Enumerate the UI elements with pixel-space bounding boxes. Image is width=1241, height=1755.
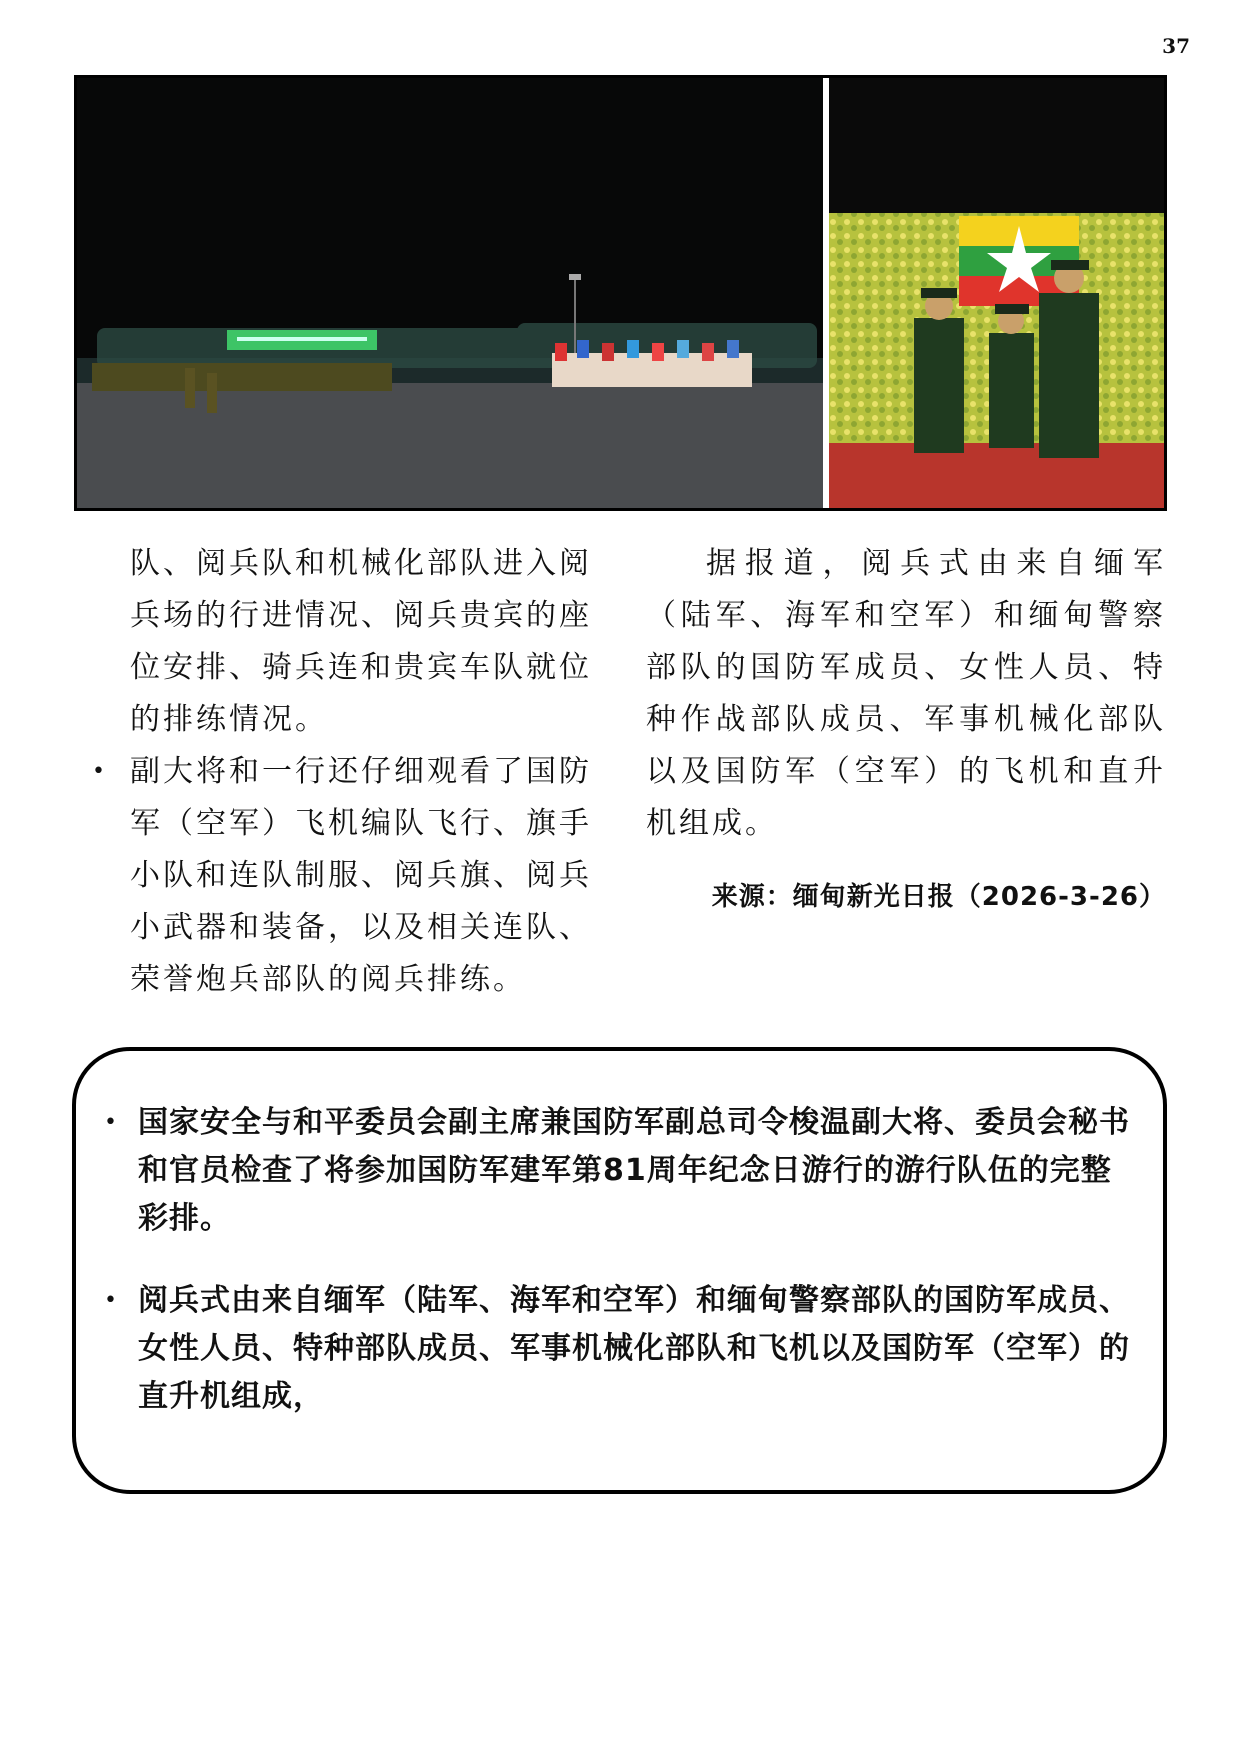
left-bullet-text: 副大将和一行还仔细观看了国防军（空军）飞机编队飞行、旗手小队和连队制服、阅兵旗、阅兵小武器和装备，以及相关连队、荣誉炮兵部队的阅兵排练。 bbox=[130, 754, 592, 997]
page-number: 37 bbox=[1162, 34, 1190, 58]
summary-item bbox=[104, 1277, 1138, 1421]
summary-item-text: 国家安全与和平委员会副主席兼国防军副总司令梭温副大将、委员会秘书和官员检查了将参加国防军建军第81周年纪念日游行的游行队伍的完整彩排。 bbox=[138, 1105, 1130, 1236]
summary-item bbox=[104, 1099, 1138, 1243]
right-text-column bbox=[646, 538, 1166, 850]
left-text-column bbox=[92, 538, 610, 1006]
source-citation: 来源：缅甸新光日报（2026-3-26） bbox=[711, 882, 1166, 912]
right-paragraph: 据报道，阅兵式由来自缅军（陆军、海军和空军）和缅甸警察部队的国防军成员、女性人员、特种作战部队成员、军事机械化部队以及国防军（空军）的飞机和直升机组成。 bbox=[646, 546, 1166, 841]
parade-ground-night-photo bbox=[77, 78, 823, 508]
photo-collage bbox=[74, 75, 1167, 511]
summary-item-text: 阅兵式由来自缅军（陆军、海军和空军）和缅甸警察部队的国防军成员、女性人员、特种部队成员、军事机械化部队和飞机以及国防军（空军）的直升机组成， bbox=[138, 1283, 1130, 1414]
bullet-dot: • bbox=[104, 1288, 118, 1313]
summary-box bbox=[72, 1047, 1167, 1494]
left-paragraph-continuation: 队、阅兵队和机械化部队进入阅兵场的行进情况、阅兵贵宾的座位安排、骑兵连和贵宾车队就位的排练情况。 bbox=[130, 546, 592, 737]
bullet-dot: • bbox=[104, 1110, 118, 1135]
bullet-dot: • bbox=[92, 759, 108, 784]
left-bullet-paragraph bbox=[92, 746, 610, 1006]
officials-reviewing-stand-photo bbox=[829, 78, 1164, 508]
